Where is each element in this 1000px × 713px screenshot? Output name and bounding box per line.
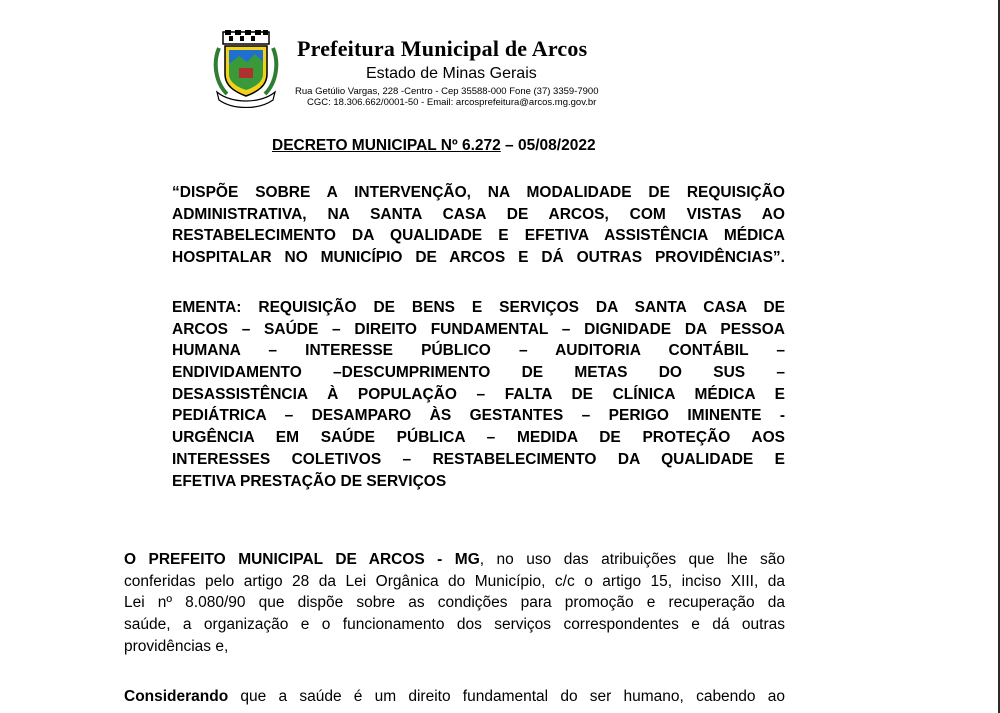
coat-of-arms-icon [213,30,279,108]
preamble-paragraph [124,549,785,657]
letterhead [213,30,653,110]
organization-address: Rua Getúlio Vargas, 228 -Centro - Cep 35588-000 Fone (37) 3359-7900 [295,86,599,97]
summary-line: RESTABELECIMENTO DA QUALIDADE E EFETIVA ASSISTÊNCIA MÉDICA [172,227,785,245]
ementa-line: ENDIVIDAMENTO –DESCUMPRIMENTO DE METAS DO SUS – [172,364,785,382]
organization-title: Prefeitura Municipal de Arcos [297,36,588,61]
decree-summary [172,182,785,269]
considerando-paragraph [124,686,785,708]
preamble-line: Lei nº 8.080/90 que dispõe sobre as condições para promoção e recuperação da [124,594,785,612]
ementa [172,297,785,492]
ementa-line: DESASSISTÊNCIA À POPULAÇÃO – FALTA DE CLÍNICA MÉDICA E [172,385,785,403]
summary-line: HOSPITALAR NO MUNICÍPIO DE ARCOS E DÁ OUTRAS PROVIDÊNCIAS”. [172,249,785,267]
preamble-first-line [124,549,785,571]
ementa-line: PEDIÁTRICA – DESAMPARO ÀS GESTANTES – PERIGO IMINENTE - [172,407,785,425]
decree-date: – 05/08/2022 [500,137,596,154]
considerando-lead: Considerando [124,688,229,705]
preamble-line: providências e, [124,637,229,655]
ementa-line: EMENTA: REQUISIÇÃO DE BENS E SERVIÇOS DA SANTA CASA DE [172,299,785,316]
organization-state: Estado de Minas Gerais [366,65,537,82]
preamble-first-rest: , no uso das atribuições que lhe são [479,551,786,568]
considerando-rest: que a saúde é um direito fundamental do ser humano, cabendo ao [228,688,785,705]
ementa-line: INTERESSES COLETIVOS – RESTABELECIMENTO DA QUALIDADE E [172,450,785,468]
summary-line: ADMINISTRATIVA, NA SANTA CASA DE ARCOS, COM VISTAS AO [172,205,785,223]
ementa-line: URGÊNCIA EM SAÚDE PÚBLICA – MEDIDA DE PROTEÇÃO AOS [172,429,785,447]
ementa-line: EFETIVA PRESTAÇÃO DE SERVIÇOS [172,472,447,490]
summary-line: “DISPÕE SOBRE A INTERVENÇÃO, NA MODALIDADE DE REQUISIÇÃO [172,184,785,201]
preamble-lead: O PREFEITO MUNICIPAL DE ARCOS - MG [124,551,480,568]
ementa-line: ARCOS – SAÚDE – DIREITO FUNDAMENTAL – DIGNIDADE DA PESSOA [172,320,785,338]
considerando-line [124,686,785,708]
organization-cgc-email: CGC: 18.306.662/0001-50 - Email: arcosprefeitura@arcos.mg.gov.br [307,97,597,108]
preamble-line: saúde, a organização e o funcionamento dos serviços correspondentes e dá outras [124,616,785,634]
preamble-line: conferidas pelo artigo 28 da Lei Orgânica do Município, c/c o artigo 15, inciso XIII, da [124,572,785,590]
decree-number: DECRETO MUNICIPAL Nº 6.272 [272,137,501,154]
decree-heading [272,137,596,155]
ementa-line: HUMANA – INTERESSE PÚBLICO – AUDITORIA CONTÁBIL – [172,342,785,360]
